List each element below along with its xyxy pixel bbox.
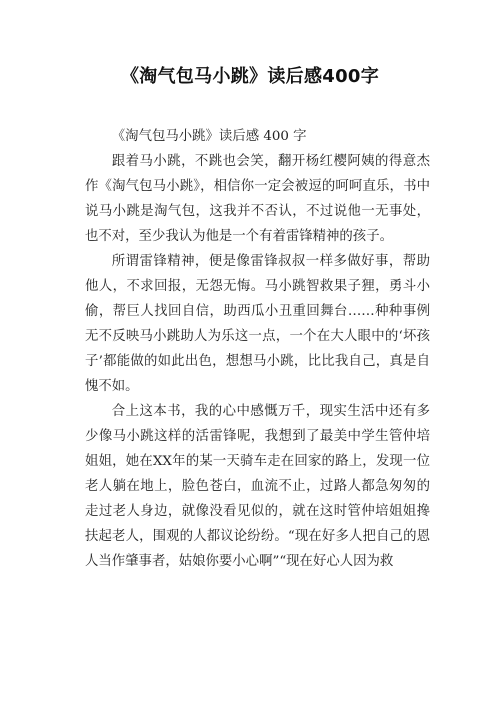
paragraph-2: 所谓雷锋精神，便是像雷锋叔叔一样多做好事，帮助他人，不求回报，无怨无悔。马小跳智救果子狸，勇斗小偷，帮巨人找回自信，助西瓜小丑重回舞台……种种事例无不反映马小跳助人为乐这一点，一个在大人眼中的‘坏孩子’都能做的如此出色，想想马小跳，比比我自己，真是自愧不如。 <box>85 254 430 394</box>
paragraph-3: 合上这本书，我的心中感慨万千，现实生活中还有多少像马小跳这样的活雷锋呢，我想到了最美中学生管仲培姐姐，她在XX年的某一天骑车走在回家的路上，发现一位老人躺在地上，脸色苍白，血流不止，过路人都急匆匆的走过老人身边，就像没看见似的，就在这时管仲培姐姐搀扶起老人，围观的人都议论纷纷。“现在好多人把自己的恩人当作肇事者，姑娘你要小心啊”“现在好心人因为救 <box>85 404 430 569</box>
document-subtitle: 《淘气包马小跳》读后感 400 字 <box>111 129 307 144</box>
document-body <box>85 124 430 574</box>
paragraph-1: 跟着马小跳，不跳也会笑，翻开杨红樱阿姨的得意杰作《淘气包马小跳》，相信你一定会被逗的呵呵直乐，书中说马小跳是淘气包，这我并不否认，不过说他一无事处，也不对，至少我认为他是一个有着雷锋精神的孩子。 <box>85 154 430 244</box>
document-title: 《淘气包马小跳》读后感400字 <box>120 66 380 87</box>
